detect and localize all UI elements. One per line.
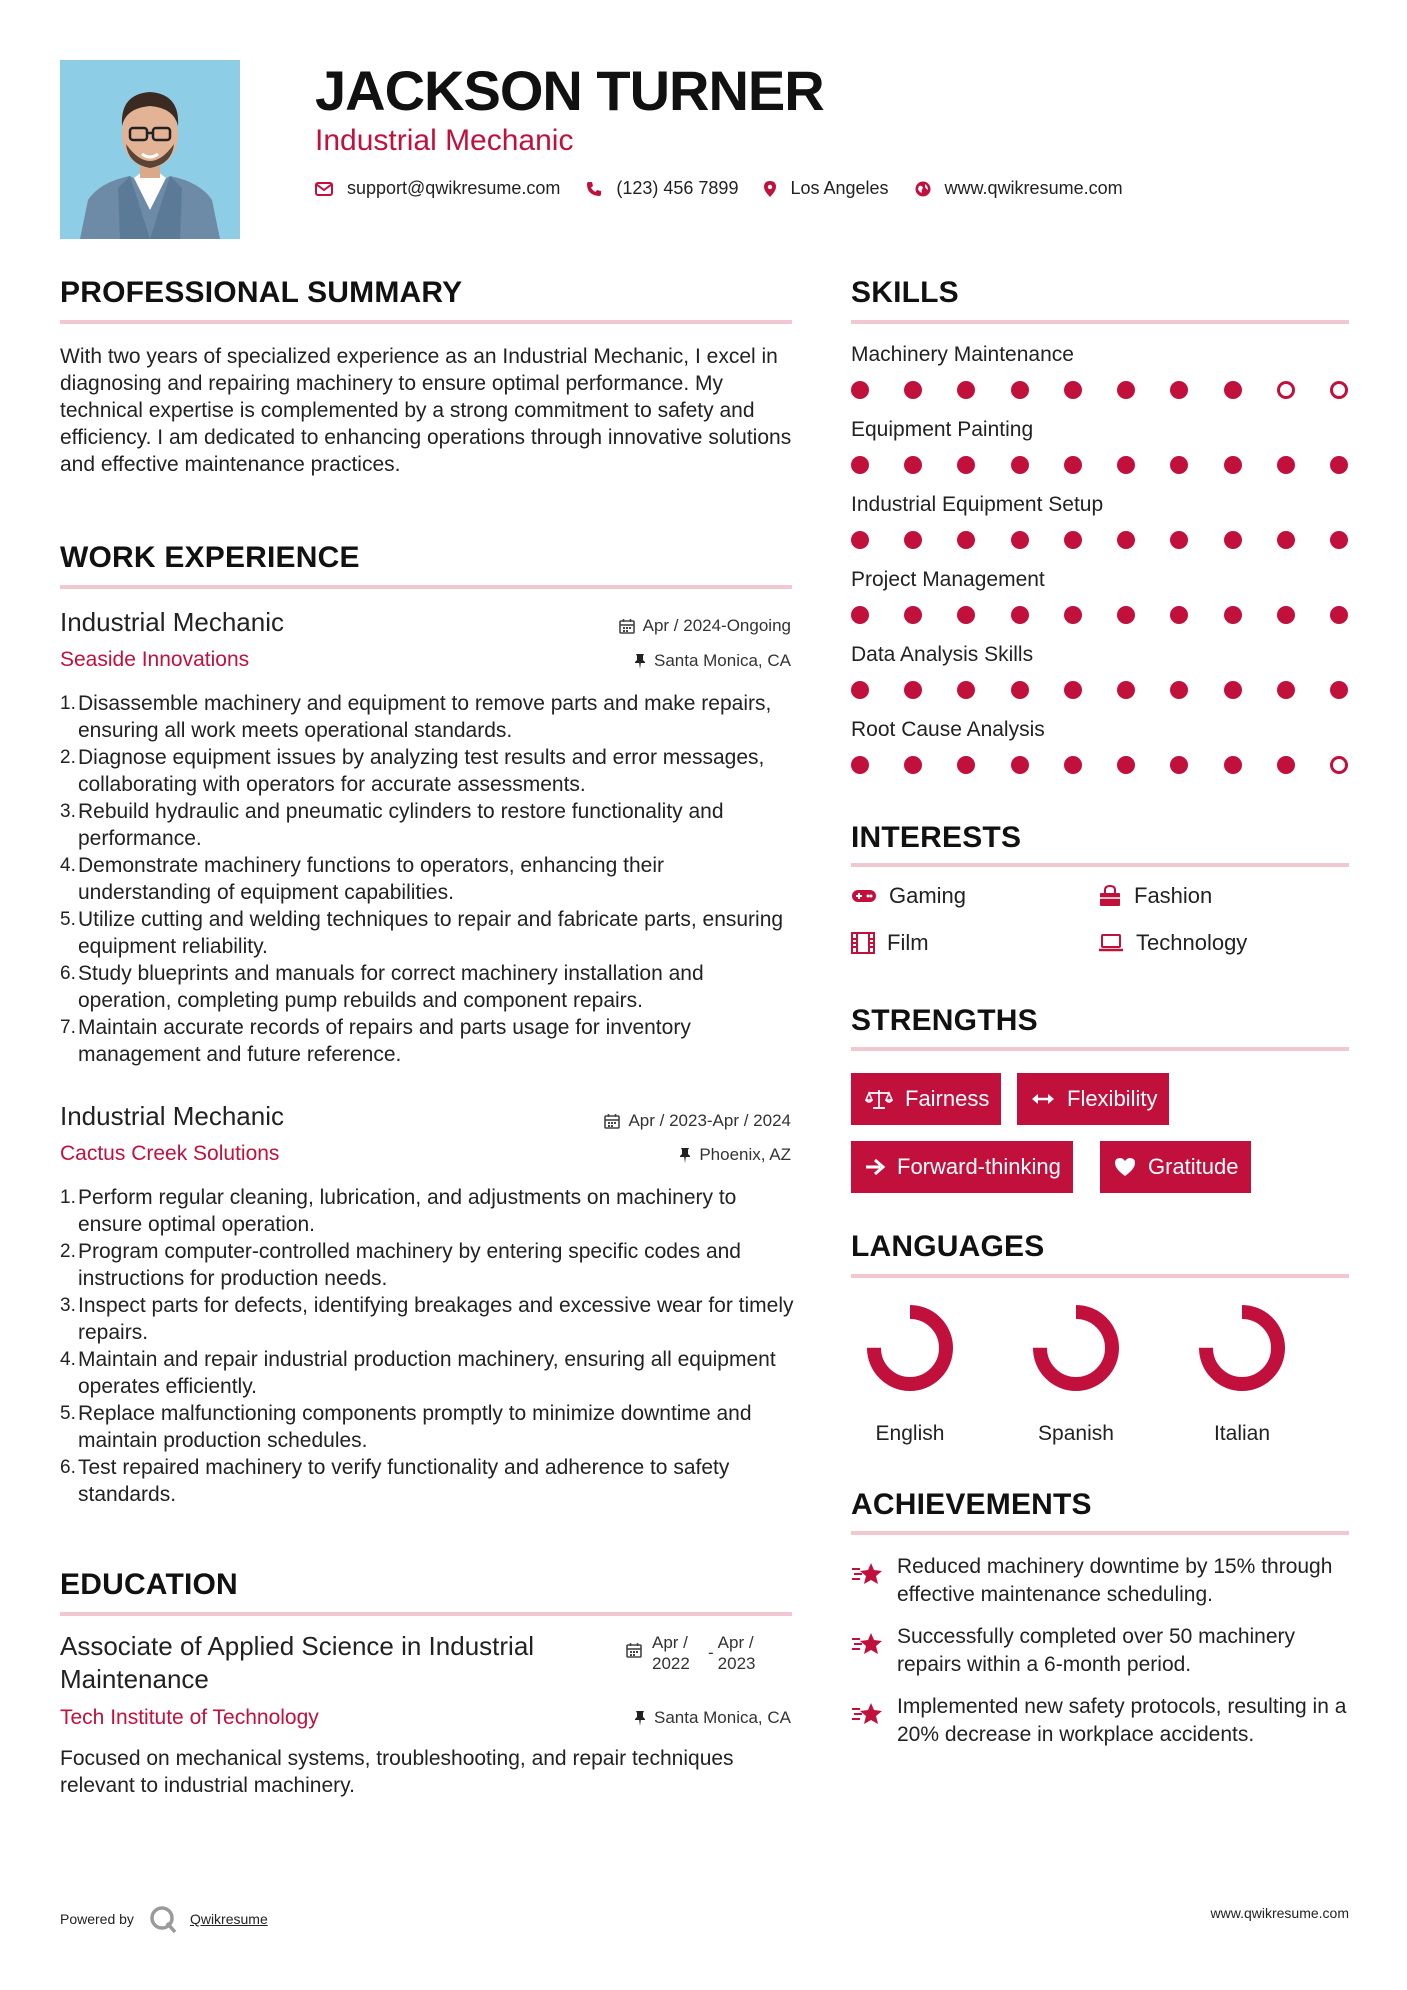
strength-tag bbox=[851, 1073, 1001, 1125]
powered-by bbox=[60, 1904, 268, 1934]
list-item: Utilize cutting and welding techniques to repair and fabricate parts, ensuring equipment reliability. bbox=[78, 908, 784, 958]
skill-dot-filled bbox=[957, 756, 975, 774]
interests-divider bbox=[851, 863, 1349, 867]
skill-dot-empty bbox=[1330, 381, 1348, 399]
contact-email-text: support@qwikresume.com bbox=[347, 178, 561, 198]
interest-label: Gaming bbox=[889, 883, 967, 908]
skill-dot-filled bbox=[851, 756, 869, 774]
skill-dot-filled bbox=[1277, 756, 1295, 774]
heart-icon bbox=[1114, 1157, 1136, 1177]
skill-dot-filled bbox=[1170, 681, 1188, 699]
skill-dot-filled bbox=[904, 681, 922, 699]
language-name: English bbox=[875, 1422, 945, 1445]
calendar-icon bbox=[626, 1642, 642, 1658]
job-dates-text: Apr / 2024-Ongoing bbox=[642, 616, 791, 635]
achievement-text: Successfully completed over 50 machinery repairs within a 6-month period. bbox=[897, 1625, 1296, 1676]
job-dates bbox=[604, 1111, 791, 1131]
skill-dot-filled bbox=[1224, 606, 1242, 624]
job-location-text: Phoenix, AZ bbox=[699, 1145, 791, 1164]
list-item: Study blueprints and manuals for correct machinery installation and operation, completing pump rebuilds and component repairs. bbox=[78, 962, 704, 1012]
education-divider bbox=[60, 1612, 792, 1616]
interest-label: Fashion bbox=[1134, 883, 1213, 908]
skill-rating bbox=[851, 756, 1348, 774]
language-item bbox=[1187, 1300, 1297, 1446]
skill-dot-filled bbox=[904, 531, 922, 549]
arrow-right-icon bbox=[865, 1158, 885, 1176]
education-start-date: Apr / 2022 bbox=[652, 1633, 690, 1673]
job-title: Industrial Mechanic bbox=[60, 607, 284, 637]
education-description: Focused on mechanical systems, troubleshooting, and repair techniques relevant to industrial machinery. bbox=[60, 1747, 734, 1797]
candidate-name: JACKSON TURNER bbox=[315, 59, 824, 122]
globe-icon bbox=[915, 181, 931, 197]
calendar-icon bbox=[604, 1113, 620, 1129]
language-item bbox=[855, 1300, 965, 1446]
list-item: Diagnose equipment issues by analyzing test results and error messages, collaborating with operators for accurate assessments. bbox=[78, 746, 765, 796]
list-item: Rebuild hydraulic and pneumatic cylinders to restore functionality and performance. bbox=[78, 800, 724, 850]
skill-dot-filled bbox=[1011, 456, 1029, 474]
skill-rating bbox=[851, 531, 1348, 549]
language-name: Spanish bbox=[1038, 1422, 1114, 1445]
skills-divider bbox=[851, 320, 1349, 324]
skill-dot-filled bbox=[1117, 756, 1135, 774]
skill-dot-filled bbox=[1064, 681, 1082, 699]
skill-dot-filled bbox=[1170, 456, 1188, 474]
skill-name: Project Management bbox=[851, 568, 1045, 591]
interests-heading: INTERESTS bbox=[851, 821, 1022, 854]
experience-heading: WORK EXPERIENCE bbox=[60, 541, 360, 574]
strength-label: Forward-thinking bbox=[897, 1154, 1061, 1179]
language-progress-ring bbox=[862, 1300, 958, 1396]
interest-label: Technology bbox=[1136, 930, 1248, 955]
strengths-divider bbox=[851, 1047, 1349, 1051]
skill-dot-filled bbox=[1224, 681, 1242, 699]
education-location-text: Santa Monica, CA bbox=[653, 1708, 791, 1727]
skill-dot-filled bbox=[1117, 531, 1135, 549]
summary-text: With two years of specialized experience as an Industrial Mechanic, I excel in diagnosing and repairing machinery to ensure optimal performance. My technical expertise is complemented by a strong commitment to safety and efficiency. I am dedicated to enhancing operations through innovative solutions and effective maintenance practices. bbox=[60, 345, 792, 476]
skill-dot-filled bbox=[851, 531, 869, 549]
contact-website[interactable] bbox=[915, 178, 1123, 199]
skill-dot-filled bbox=[1277, 606, 1295, 624]
interest-item bbox=[1098, 883, 1212, 909]
skill-dot-filled bbox=[1330, 456, 1348, 474]
skill-rating bbox=[851, 606, 1348, 624]
laptop-icon bbox=[1098, 933, 1124, 953]
education-end-date: Apr / 2023 bbox=[717, 1633, 756, 1673]
skill-dot-filled bbox=[1117, 681, 1135, 699]
education-heading: EDUCATION bbox=[60, 1568, 238, 1601]
achievement-item bbox=[851, 1553, 1351, 1609]
skill-dot-filled bbox=[851, 681, 869, 699]
skill-dot-filled bbox=[1011, 681, 1029, 699]
contact-phone[interactable] bbox=[586, 178, 738, 199]
list-item: Test repaired machinery to verify functionality and adherence to safety standards. bbox=[78, 1456, 730, 1506]
job-location bbox=[679, 1145, 791, 1165]
list-item: Disassemble machinery and equipment to remove parts and make repairs, ensuring all work meets operational standards. bbox=[78, 692, 772, 742]
achievement-text: Reduced machinery downtime by 15% through effective maintenance scheduling. bbox=[897, 1555, 1333, 1606]
skill-dot-filled bbox=[1224, 531, 1242, 549]
skill-dot-filled bbox=[957, 681, 975, 699]
list-item: Program computer-controlled machinery by entering specific codes and instructions for production needs. bbox=[78, 1240, 741, 1290]
job-dates bbox=[619, 616, 791, 636]
pushpin-icon bbox=[679, 1147, 691, 1163]
skill-rating bbox=[851, 381, 1348, 399]
interest-item bbox=[851, 883, 966, 909]
interest-item bbox=[851, 930, 929, 956]
skill-dot-empty bbox=[1277, 381, 1295, 399]
profile-photo bbox=[60, 60, 240, 239]
list-item: Perform regular cleaning, lubrication, and adjustments on machinery to ensure optimal operation. bbox=[78, 1186, 737, 1236]
skill-dot-filled bbox=[1170, 381, 1188, 399]
strengths-heading: STRENGTHS bbox=[851, 1004, 1038, 1037]
shooting-star-icon bbox=[851, 1701, 885, 1727]
job-duties-list bbox=[60, 690, 795, 1068]
skill-name: Equipment Painting bbox=[851, 418, 1034, 441]
skill-rating bbox=[851, 681, 1348, 699]
skill-dot-filled bbox=[904, 756, 922, 774]
powered-by-label: Powered by bbox=[60, 1911, 134, 1927]
skill-dot-empty bbox=[1330, 756, 1348, 774]
skill-dot-filled bbox=[1277, 681, 1295, 699]
skill-name: Data Analysis Skills bbox=[851, 643, 1034, 666]
list-item: Demonstrate machinery functions to operators, enhancing their understanding of equipment capabilities. bbox=[78, 854, 664, 904]
contact-location-text: Los Angeles bbox=[790, 178, 889, 198]
skill-dot-filled bbox=[1277, 531, 1295, 549]
contact-website-text: www.qwikresume.com bbox=[944, 178, 1123, 198]
scale-icon bbox=[865, 1088, 893, 1110]
list-item: Maintain and repair industrial production machinery, ensuring all equipment operates efficiently. bbox=[78, 1348, 776, 1398]
achievements-heading: ACHIEVEMENTS bbox=[851, 1488, 1092, 1521]
education-location bbox=[634, 1708, 791, 1728]
skill-dot-filled bbox=[1224, 456, 1242, 474]
film-icon bbox=[851, 932, 875, 954]
pushpin-icon bbox=[634, 653, 646, 669]
strength-label: Gratitude bbox=[1148, 1154, 1239, 1179]
skill-dot-filled bbox=[1064, 756, 1082, 774]
shooting-star-icon bbox=[851, 1561, 885, 1587]
qwikresume-logo-icon bbox=[148, 1904, 178, 1934]
phone-icon bbox=[586, 181, 602, 197]
skill-dot-filled bbox=[1064, 606, 1082, 624]
skill-dot-filled bbox=[1011, 756, 1029, 774]
job-company: Seaside Innovations bbox=[60, 648, 250, 671]
gamepad-icon bbox=[851, 888, 877, 904]
skill-name: Industrial Equipment Setup bbox=[851, 493, 1104, 516]
language-item bbox=[1021, 1300, 1131, 1446]
list-item: Replace malfunctioning components promptly to minimize downtime and maintain production schedules. bbox=[78, 1402, 752, 1452]
skill-dot-filled bbox=[1330, 681, 1348, 699]
language-progress-ring bbox=[1028, 1300, 1124, 1396]
skill-name: Machinery Maintenance bbox=[851, 343, 1074, 366]
achievements-divider bbox=[851, 1531, 1349, 1535]
job-location-text: Santa Monica, CA bbox=[653, 651, 791, 670]
job-company: Cactus Creek Solutions bbox=[60, 1142, 280, 1165]
skill-dot-filled bbox=[1170, 606, 1188, 624]
skill-name: Root Cause Analysis bbox=[851, 718, 1045, 741]
education-school: Tech Institute of Technology bbox=[60, 1706, 319, 1729]
skill-dot-filled bbox=[957, 606, 975, 624]
contact-location bbox=[764, 178, 888, 199]
pushpin-icon bbox=[634, 1710, 646, 1726]
skill-rating bbox=[851, 456, 1348, 474]
languages-heading: LANGUAGES bbox=[851, 1230, 1045, 1263]
job-duties-list bbox=[60, 1184, 795, 1508]
shooting-star-icon bbox=[851, 1631, 885, 1657]
skill-dot-filled bbox=[957, 456, 975, 474]
contact-email[interactable] bbox=[315, 178, 560, 199]
skill-dot-filled bbox=[1224, 756, 1242, 774]
language-level-arc bbox=[1040, 1312, 1112, 1384]
skill-dot-filled bbox=[1064, 456, 1082, 474]
map-pin-icon bbox=[764, 181, 776, 197]
skill-dot-filled bbox=[904, 381, 922, 399]
person-portrait-illustration bbox=[60, 60, 240, 239]
job-dates-text: Apr / 2023-Apr / 2024 bbox=[628, 1111, 791, 1130]
strength-tag bbox=[851, 1141, 1073, 1193]
languages-divider bbox=[851, 1274, 1349, 1278]
list-item: Maintain accurate records of repairs and parts usage for inventory management and future reference. bbox=[78, 1016, 691, 1066]
strength-label: Flexibility bbox=[1067, 1086, 1158, 1111]
envelope-icon bbox=[315, 182, 333, 196]
language-level-arc bbox=[1206, 1312, 1278, 1384]
interest-label: Film bbox=[887, 930, 929, 955]
language-name: Italian bbox=[1213, 1422, 1271, 1445]
skill-dot-filled bbox=[957, 381, 975, 399]
skill-dot-filled bbox=[1330, 531, 1348, 549]
qwikresume-link[interactable]: Qwikresume bbox=[189, 1911, 268, 1927]
skill-dot-filled bbox=[1117, 381, 1135, 399]
skill-dot-filled bbox=[1117, 606, 1135, 624]
list-item: Inspect parts for defects, identifying breakages and excessive wear for timely repairs. bbox=[78, 1294, 794, 1344]
arrows-horizontal-icon bbox=[1031, 1092, 1055, 1106]
skill-dot-filled bbox=[1011, 606, 1029, 624]
calendar-icon bbox=[619, 618, 635, 634]
skill-dot-filled bbox=[904, 606, 922, 624]
skill-dot-filled bbox=[1277, 456, 1295, 474]
skill-dot-filled bbox=[957, 531, 975, 549]
job-title: Industrial Mechanic bbox=[60, 1101, 284, 1131]
skill-dot-filled bbox=[904, 456, 922, 474]
skill-dot-filled bbox=[851, 381, 869, 399]
interest-item bbox=[1098, 930, 1247, 956]
education-date-dash: - bbox=[708, 1643, 714, 1662]
language-level-arc bbox=[874, 1312, 946, 1384]
skill-dot-filled bbox=[1011, 531, 1029, 549]
shopping-bag-icon bbox=[1098, 885, 1122, 907]
experience-divider bbox=[60, 585, 792, 589]
skill-dot-filled bbox=[851, 456, 869, 474]
skill-dot-filled bbox=[1170, 531, 1188, 549]
job-location bbox=[634, 651, 791, 671]
language-progress-ring bbox=[1194, 1300, 1290, 1396]
skill-dot-filled bbox=[1064, 381, 1082, 399]
candidate-role: Industrial Mechanic bbox=[315, 124, 574, 157]
contact-phone-text: (123) 456 7899 bbox=[616, 178, 739, 198]
summary-divider bbox=[60, 320, 792, 324]
achievement-text: Implemented new safety protocols, resulting in a 20% decrease in workplace accidents. bbox=[897, 1695, 1347, 1746]
footer-website[interactable]: www.qwikresume.com bbox=[1210, 1905, 1349, 1921]
skill-dot-filled bbox=[1170, 756, 1188, 774]
skill-dot-filled bbox=[1117, 456, 1135, 474]
contact-bar bbox=[315, 178, 1137, 199]
summary-heading: PROFESSIONAL SUMMARY bbox=[60, 276, 463, 309]
skills-heading: SKILLS bbox=[851, 276, 959, 309]
achievement-item bbox=[851, 1623, 1351, 1679]
skill-dot-filled bbox=[851, 606, 869, 624]
education-dates bbox=[626, 1632, 770, 1674]
skill-dot-filled bbox=[1064, 531, 1082, 549]
skill-dot-filled bbox=[1011, 381, 1029, 399]
achievement-item bbox=[851, 1693, 1351, 1749]
skill-dot-filled bbox=[1224, 381, 1242, 399]
strength-tag bbox=[1017, 1073, 1169, 1125]
skill-dot-filled bbox=[1330, 606, 1348, 624]
strength-label: Fairness bbox=[905, 1086, 990, 1111]
education-degree: Associate of Applied Science in Industrial Maintenance bbox=[60, 1631, 535, 1694]
strength-tag bbox=[1100, 1141, 1251, 1193]
